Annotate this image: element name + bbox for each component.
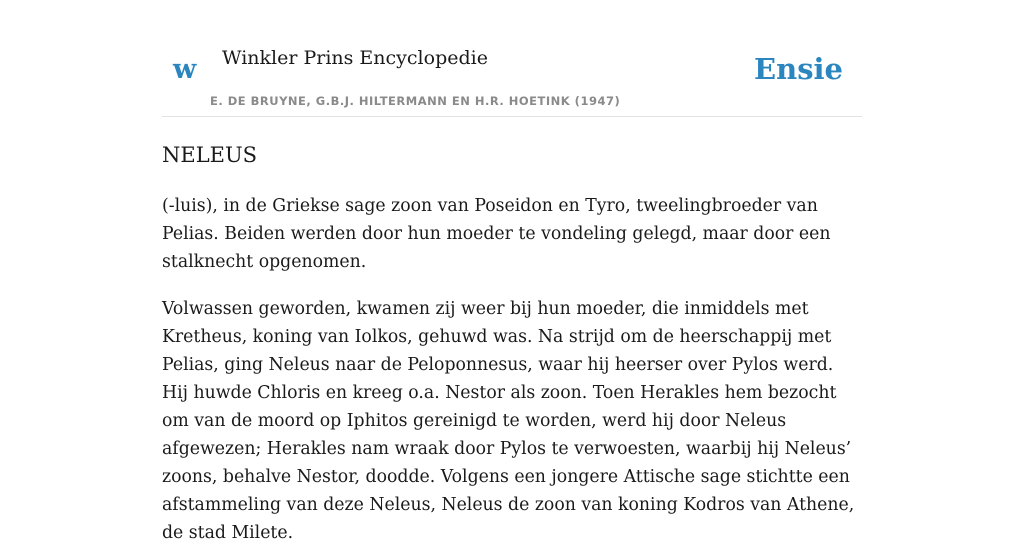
article [162, 138, 862, 547]
site-header [162, 0, 862, 117]
article-title: NELEUS [162, 143, 258, 167]
ensie-brand-logo[interactable]: Ensie [754, 52, 843, 86]
encyclopedia-authors: E. DE BRUYNE, G.B.J. HILTERMANN EN H.R. HOETINK (1947) [210, 94, 621, 108]
encyclopedia-title[interactable]: Winkler Prins Encyclopedie [222, 47, 488, 69]
article-paragraph: (-luis), in de Griekse sage zoon van Poseidon en Tyro, tweelingbroeder van Pelias. Beiden werden door hun moeder te vondeling gelegd, maar door een stalknecht opgenomen. [162, 196, 831, 272]
winkler-prins-logo[interactable]: w [173, 54, 197, 85]
article-paragraph: Volwassen geworden, kwamen zij weer bij hun moeder, die inmiddels met Kretheus, koning van Iolkos, gehuwd was. Na strijd om de heerschappij met Pelias, ging Neleus naar de Peloponnesus, waar hij heerser over Pylos werd. Hij huwde Chloris en kreeg o.a. Nestor als zoon. Toen Herakles hem bezocht om van de moord op Iphitos gereinigd te worden, werd hij door Neleus afgewezen; Herakles nam wraak door Pylos te verwoesten, waarbij hij Neleus’ zoons, behalve Nestor, doodde. Volgens een jongere Attische sage stichtte een afstammeling van deze Neleus, Neleus de zoon van koning Kodros van Athene, de stad Milete. [162, 299, 855, 543]
